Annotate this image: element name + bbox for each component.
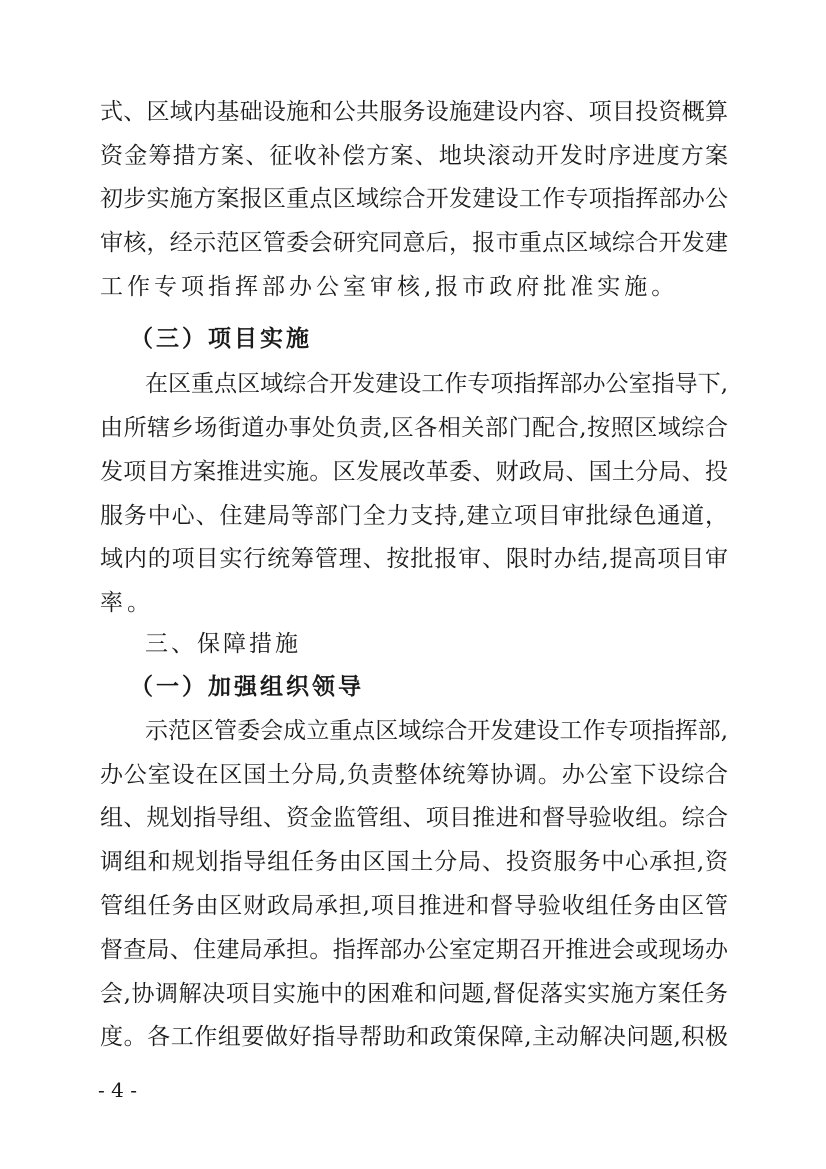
body-text-line: 审核，经示范区管委会研究同意后，报市重点区域综合开发建 [100,230,728,256]
body-text-line: 域内的项目实行统筹管理、按批报审、限时办结,提高项目审 [100,546,728,572]
body-text-line: 管组任务由区财政局承担,项目推进和督导验收组任务由区管 [100,893,728,919]
body-text-line: 初步实施方案报区重点区域综合开发建设工作专项指挥部办公 [100,186,728,212]
body-text-line: 度。各工作组要做好指导帮助和政策保障,主动解决问题,积极 [100,1024,728,1050]
section-heading: （三）项目实施 [130,325,312,352]
body-text-line: 组、规划指导组、资金监管组、项目推进和督导验收组。综合 [100,805,728,831]
body-text-line: 发项目方案推进实施。区发展改革委、财政局、国土分局、投 [100,459,728,485]
body-text-line: 服务中心、住建局等部门全力支持,建立项目审批绿色通道， [100,503,728,529]
body-text-line: 会,协调解决项目实施中的困难和问题,督促落实实施方案任务 [100,981,728,1007]
body-text-line: 工作专项指挥部办公室审核,报市政府批准实施。 [100,274,679,300]
body-text-line: 式、区域内基础设施和公共服务设施建设内容、项目投资概算 [100,99,728,125]
body-text-line: 督查局、住建局承担。指挥部办公室定期召开推进会或现场办 [100,937,728,963]
body-text-line: 调组和规划指导组任务由区国土分局、投资服务中心承担,资 [100,849,728,875]
chapter-heading: 三、保障措施 [145,631,301,657]
body-text-line: 在区重点区域综合开发建设工作专项指挥部办公室指导下, [145,371,728,397]
section-heading: （一）加强组织领导 [130,673,364,700]
body-text-line: 由所辖乡场街道办事处负责,区各相关部门配合,按照区域综合 [100,415,728,441]
body-text-line: 办公室设在区国土分局,负责整体统筹协调。办公室下设综合 [100,762,728,788]
body-text-line: 率。 [100,590,154,616]
body-text-line: 资金筹措方案、征收补偿方案、地块滚动开发时序进度方案 [100,143,728,169]
page-number: - 4 - [98,1078,137,1102]
body-text-line: 示范区管委会成立重点区域综合开发建设工作专项指挥部, [145,718,728,744]
